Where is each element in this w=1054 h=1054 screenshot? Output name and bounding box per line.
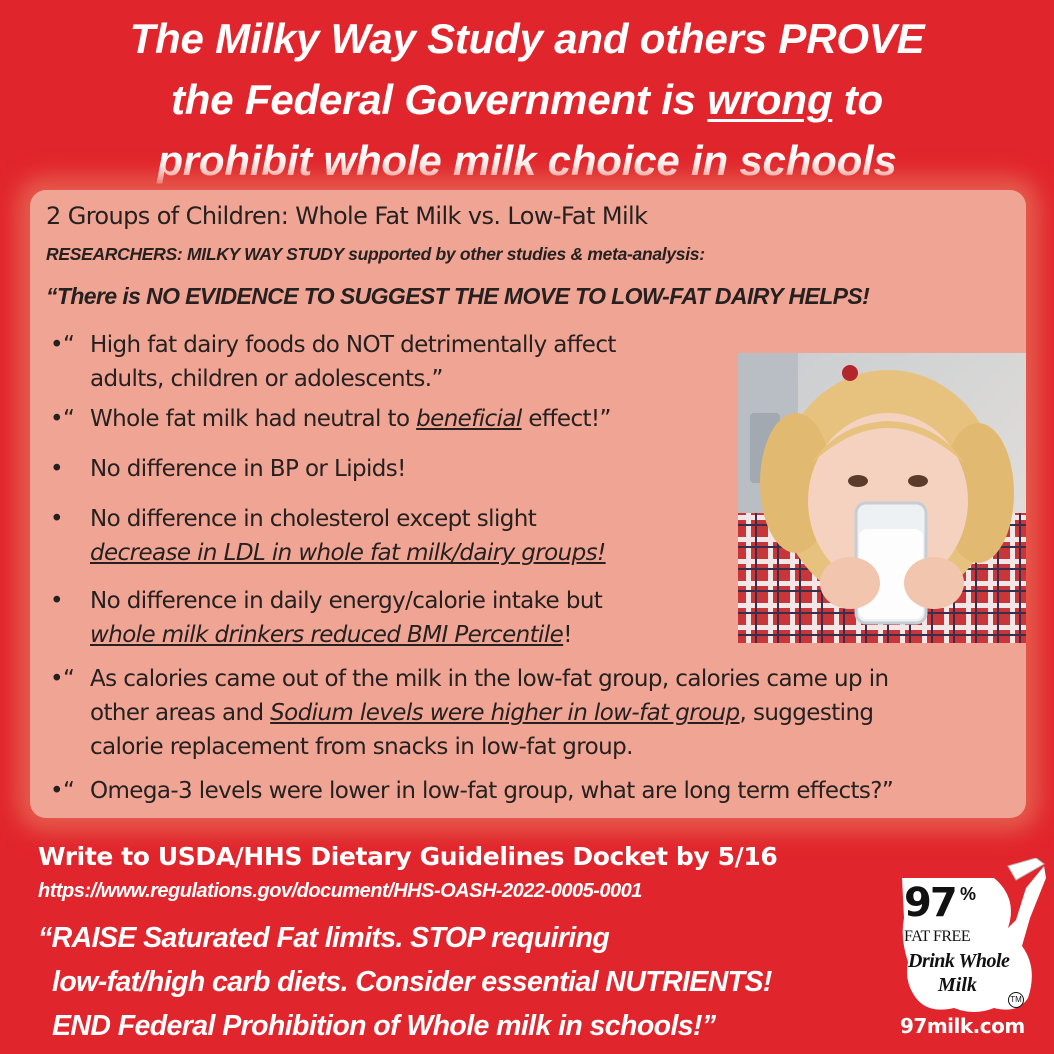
bullet-emphasis: decrease in LDL in whole fat milk/dairy groups! <box>90 540 606 566</box>
bullet-text: adults, children or adolescents.” <box>90 366 443 392</box>
headline <box>20 8 1034 191</box>
headline-wrong-underlined: wrong <box>707 76 833 123</box>
quote-line-2: low-fat/high carb diets. Consider essential NUTRIENTS! <box>52 966 772 998</box>
bullet-mark: •“ <box>50 666 75 692</box>
bullet-text: No difference in BP or Lipids! <box>90 456 406 482</box>
97milk-logo <box>898 858 1046 1044</box>
groups-heading: 2 Groups of Children: Whole Fat Milk vs. Low-Fat Milk <box>46 202 648 230</box>
bullet-text: Omega-3 levels were lower in low-fat group, what are long term effects?” <box>90 778 894 804</box>
website-link[interactable]: 97milk.com <box>900 1014 1025 1038</box>
bullet-mark: •“ <box>50 406 75 432</box>
bullet-text: ! <box>563 622 572 648</box>
logo-milk: Milk <box>938 974 977 996</box>
docket-url[interactable]: https://www.regulations.gov/document/HHS-OASH-2022-0005-0001 <box>38 880 642 902</box>
headline-line-1: The Milky Way Study and others PROVE <box>129 15 925 62</box>
bullet-text: Whole fat milk had neutral to <box>90 406 417 432</box>
headline-line-2-pre: the Federal Government is <box>171 76 708 123</box>
researchers-line: RESEARCHERS: MILKY WAY STUDY supported by other studies & meta-analysis: <box>46 244 705 264</box>
closing-quote <box>38 916 772 1048</box>
bullet-text: , suggesting <box>739 700 874 726</box>
bullet-text: No difference in daily energy/calorie intake but <box>90 588 603 614</box>
bullet-text: calorie replacement from snacks in low-fat group. <box>90 734 633 760</box>
headline-line-2-post: to <box>832 76 883 123</box>
bullet-text: other areas and <box>90 700 271 726</box>
logo-percent: % <box>960 884 977 904</box>
bullet-text: effect!” <box>521 406 611 432</box>
trademark-badge: TM <box>1008 992 1024 1008</box>
logo-number: 97 <box>904 880 956 926</box>
quote-line-3: END Federal Prohibition of Whole milk in schools!” <box>52 1010 716 1042</box>
bullet-text: As calories came out of the milk in the low-fat group, calories came up in <box>90 666 889 692</box>
bullet-text: High fat dairy foods do NOT detrimentally affect <box>90 332 616 358</box>
quote-line-1: “RAISE Saturated Fat limits. STOP requiring <box>38 922 610 954</box>
study-panel <box>30 190 1026 818</box>
bullet-mark: • <box>50 588 63 614</box>
bullet-mark: •“ <box>50 778 75 804</box>
bullet-mark: • <box>50 506 63 532</box>
headline-line-3: prohibit whole milk choice in schools <box>157 137 897 184</box>
bullet-emphasis: whole milk drinkers reduced BMI Percentile <box>90 622 564 648</box>
girl-drinking-milk-photo <box>738 353 1026 643</box>
bullet-emphasis: Sodium levels were higher in low-fat group <box>270 700 740 726</box>
bullet-emphasis: beneficial <box>416 406 522 432</box>
call-to-action: Write to USDA/HHS Dietary Guidelines Docket by 5/16 <box>38 842 778 871</box>
headline-line-2 <box>20 69 1034 130</box>
bullet-mark: • <box>50 456 63 482</box>
evidence-quote: “There is NO EVIDENCE TO SUGGEST THE MOVE TO LOW-FAT DAIRY HELPS! <box>46 283 870 309</box>
logo-fat-free: FAT FREE <box>904 928 971 945</box>
bullet-text: No difference in cholesterol except slight <box>90 506 537 532</box>
bullet-mark: •“ <box>50 332 75 358</box>
logo-drink-whole: Drink Whole <box>908 950 1010 972</box>
